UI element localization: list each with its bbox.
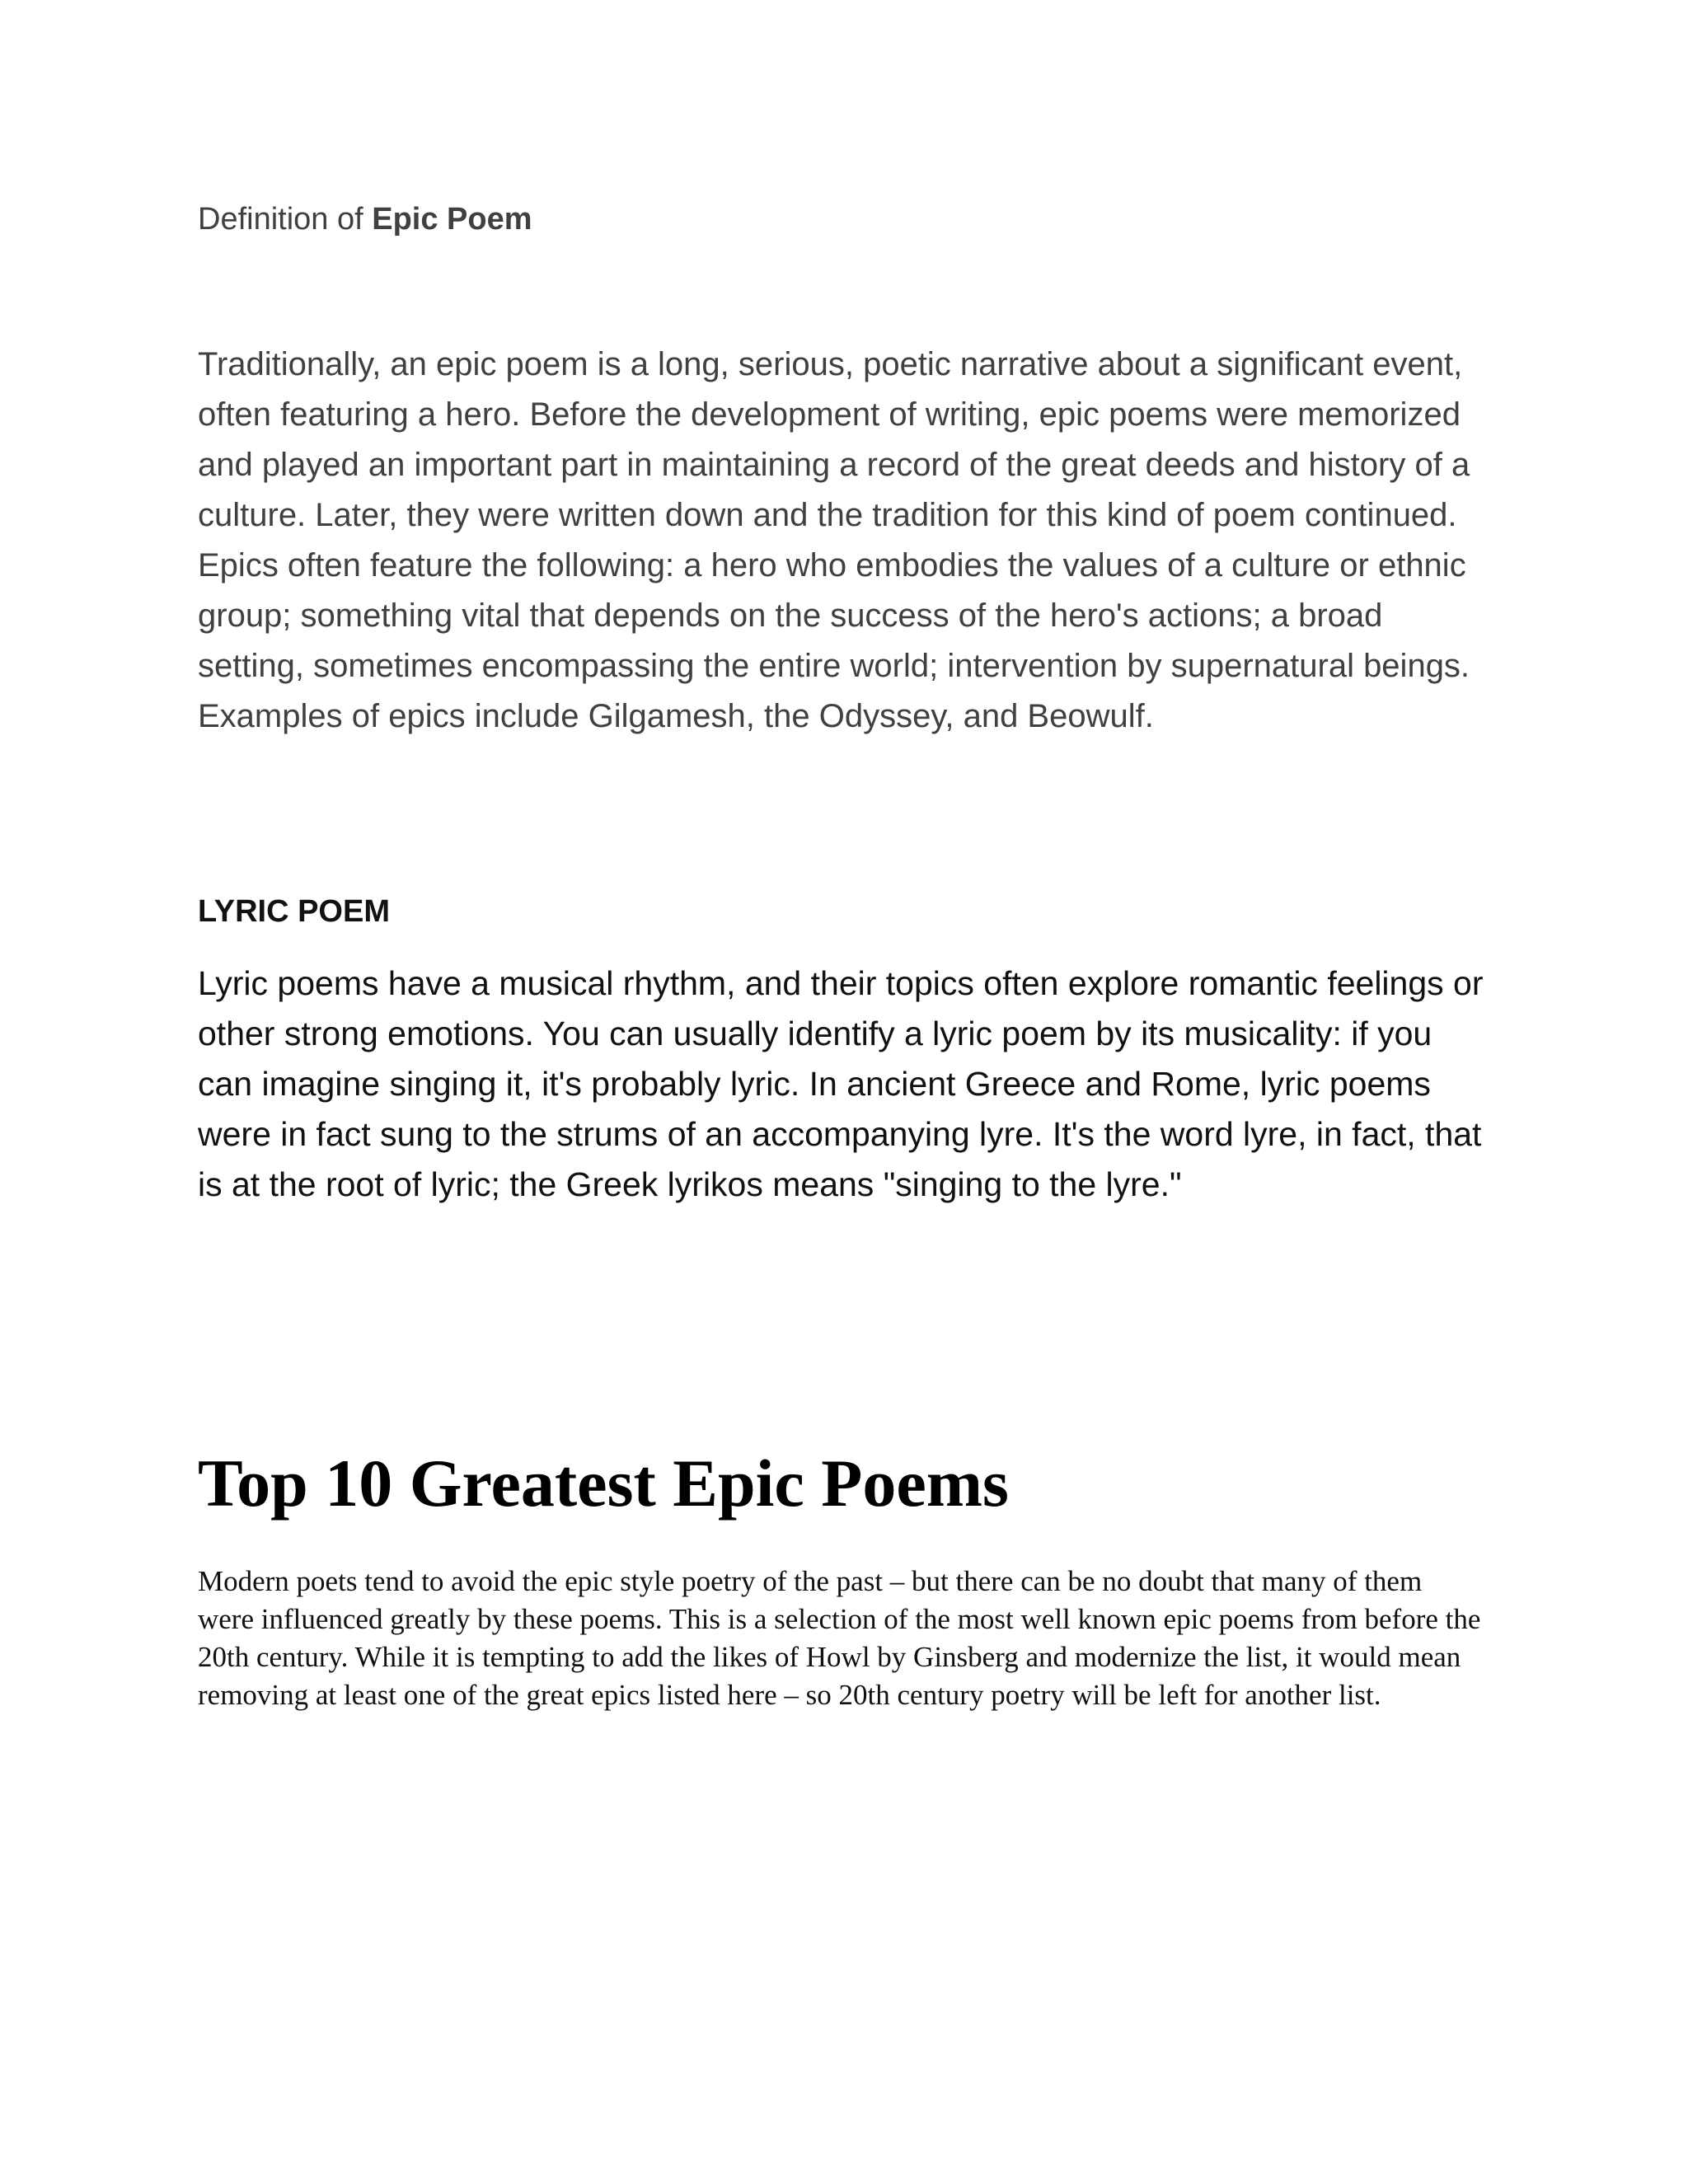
- top10-heading: Top 10 Greatest Epic Poems: [198, 1446, 1009, 1521]
- top10-intro-paragraph: Modern poets tend to avoid the epic style poetry of the past – but there can be no doubt that many of them were influenced greatly by these poems. This is a selection of the most well known epic poems from before the 20th century. While it is tempting to add the likes of Howl by Ginsberg and modernize the list, it would mean removing at least one of the great epics listed here – so 20th century poetry will be left for another list.: [198, 1565, 1481, 1711]
- lyric-poem-definition: Lyric poems have a musical rhythm, and their topics often explore romantic feelings or other strong emotions. You can usually identify a lyric poem by its musicality: if you can imagine singing it, it's probably lyric. In ancient Greece and Rome, lyric poems were in fact sung to the strums of an accompanying lyre. It's the word lyre, in fact, that is at the root of lyric; the Greek lyrikos means "singing to the lyre.": [198, 964, 1484, 1203]
- epic-poem-definition: Traditionally, an epic poem is a long, serious, poetic narrative about a significant event, often featuring a hero. Before the development of writing, epic poems were memorized and played an important part in maintaining a record of the great deeds and history of a culture. Later, they were written down and the tradition for this kind of poem continued. Epics often feature the following: a hero who embodies the values of a culture or ethnic group; something vital that depends on the success of the hero's actions; a broad setting, sometimes encompassing the entire world; intervention by supernatural beings. Examples of epics include Gilgamesh, the Odyssey, and Beowulf.: [198, 346, 1470, 734]
- lyric-poem-heading: LYRIC POEM: [198, 894, 390, 929]
- epic-heading-bold: Epic Poem: [372, 202, 532, 237]
- epic-poem-heading: [198, 196, 532, 242]
- epic-heading-prefix: Definition of: [198, 202, 373, 237]
